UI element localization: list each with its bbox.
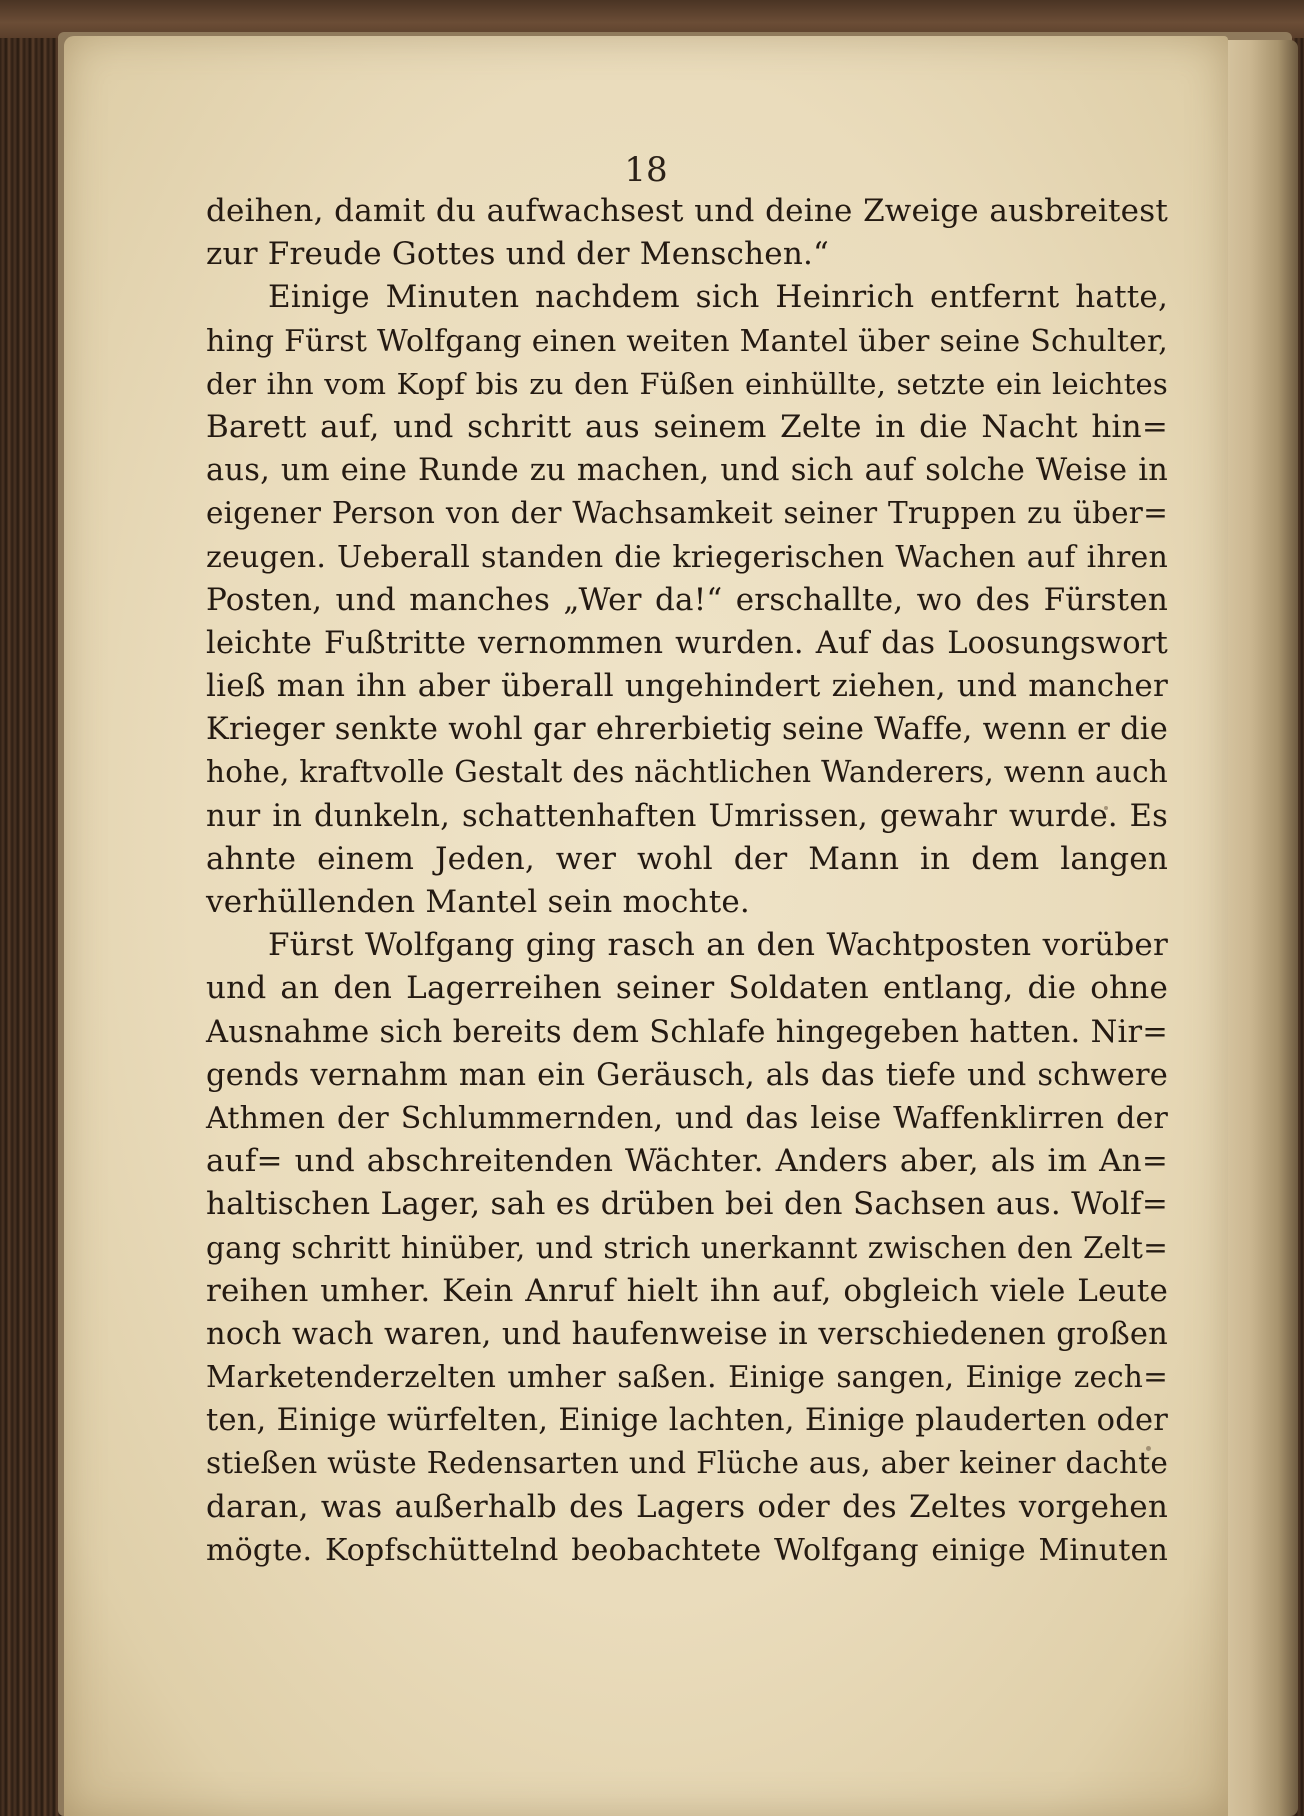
- text-line: ließ man ihn aber überall ungehindert ziehen, und mancher: [206, 668, 1168, 705]
- text-line: stießen wüste Redensarten und Flüche aus, aber keiner dachte: [206, 1446, 1168, 1481]
- text-line: deihen, damit du aufwachsest und deine Zweige ausbreitest: [206, 193, 1168, 229]
- text-line: Posten, und manches „Wer da!“ erschallte, wo des Fürsten: [206, 581, 1168, 618]
- text-line: Barett auf, und schritt aus seinem Zelte in die Nacht hin=: [206, 408, 1168, 445]
- text-line: zur Freude Gottes und der Menschen.“: [206, 236, 830, 273]
- text-line: verhüllenden Mantel sein mochte.: [206, 884, 750, 920]
- text-line: gends vernahm man ein Geräusch, als das tiefe und schwere: [206, 1057, 1168, 1093]
- text-line: ten, Einige würfelten, Einige lachten, Einige plauderten oder: [206, 1403, 1168, 1439]
- body-text: [206, 190, 1168, 1572]
- text-line: haltischen Lager, sah es drüben bei den Sachsen aus. Wolf=: [206, 1186, 1168, 1223]
- text-line: Marketenderzelten umher saßen. Einige sangen, Einige zech=: [206, 1360, 1168, 1395]
- text-line: aus, um eine Runde zu machen, und sich auf solche Weise in: [206, 453, 1168, 489]
- page-number: 18: [624, 150, 668, 190]
- text-line: noch wach waren, und haufenweise in verschiedenen großen: [206, 1316, 1168, 1352]
- page-stack-edge: [1218, 40, 1298, 1816]
- text-line: der ihn vom Kopf bis zu den Füßen einhüllte, setzte ein leichtes: [206, 366, 1168, 401]
- text-line: zeugen. Ueberall standen die kriegerischen Wachen auf ihren: [206, 539, 1168, 575]
- text-line: auf= und abschreitenden Wächter. Anders aber, als im An=: [206, 1143, 1168, 1180]
- text-line: Fürst Wolfgang ging rasch an den Wachtposten vorüber: [268, 927, 1168, 964]
- text-line: Krieger senkte wohl gar ehrerbietig seine Waffe, wenn er die: [206, 712, 1168, 748]
- text-line: und an den Lagerreihen seiner Soldaten entlang, die ohne: [206, 970, 1168, 1007]
- text-line: Einige Minuten nachdem sich Heinrich entfernt hatte,: [268, 279, 1168, 316]
- text-line: leichte Fußtritte vernommen wurden. Auf das Loosungswort: [206, 625, 1168, 661]
- text-line: nur in dunkeln, schattenhaften Umrissen, gewahr wurde. Es: [206, 798, 1168, 834]
- text-line: reihen umher. Kein Anruf hielt ihn auf, obgleich viele Leute: [206, 1272, 1168, 1309]
- text-line: Ausnahme sich bereits dem Schlafe hingegeben hatten. Nir=: [206, 1014, 1168, 1050]
- text-line: mögte. Kopfschüttelnd beobachtete Wolfgang einige Minuten: [206, 1532, 1168, 1568]
- text-line: hohe, kraftvolle Gestalt des nächtlichen Wanderers, wenn auch: [206, 755, 1168, 790]
- text-line: daran, was außerhalb des Lagers oder des Zeltes vorgehen: [206, 1488, 1168, 1525]
- text-line: Athmen der Schlummernden, und das leise Waffenklirren der: [206, 1100, 1168, 1136]
- text-line: gang schritt hinüber, und strich unerkannt zwischen den Zelt=: [206, 1230, 1168, 1265]
- text-line: eigener Person von der Wachsamkeit seiner Truppen zu über=: [206, 496, 1168, 531]
- text-line: hing Fürst Wolfgang einen weiten Mantel über seine Schulter,: [206, 323, 1168, 359]
- text-line: ahnte einem Jeden, wer wohl der Mann in dem langen: [206, 840, 1168, 877]
